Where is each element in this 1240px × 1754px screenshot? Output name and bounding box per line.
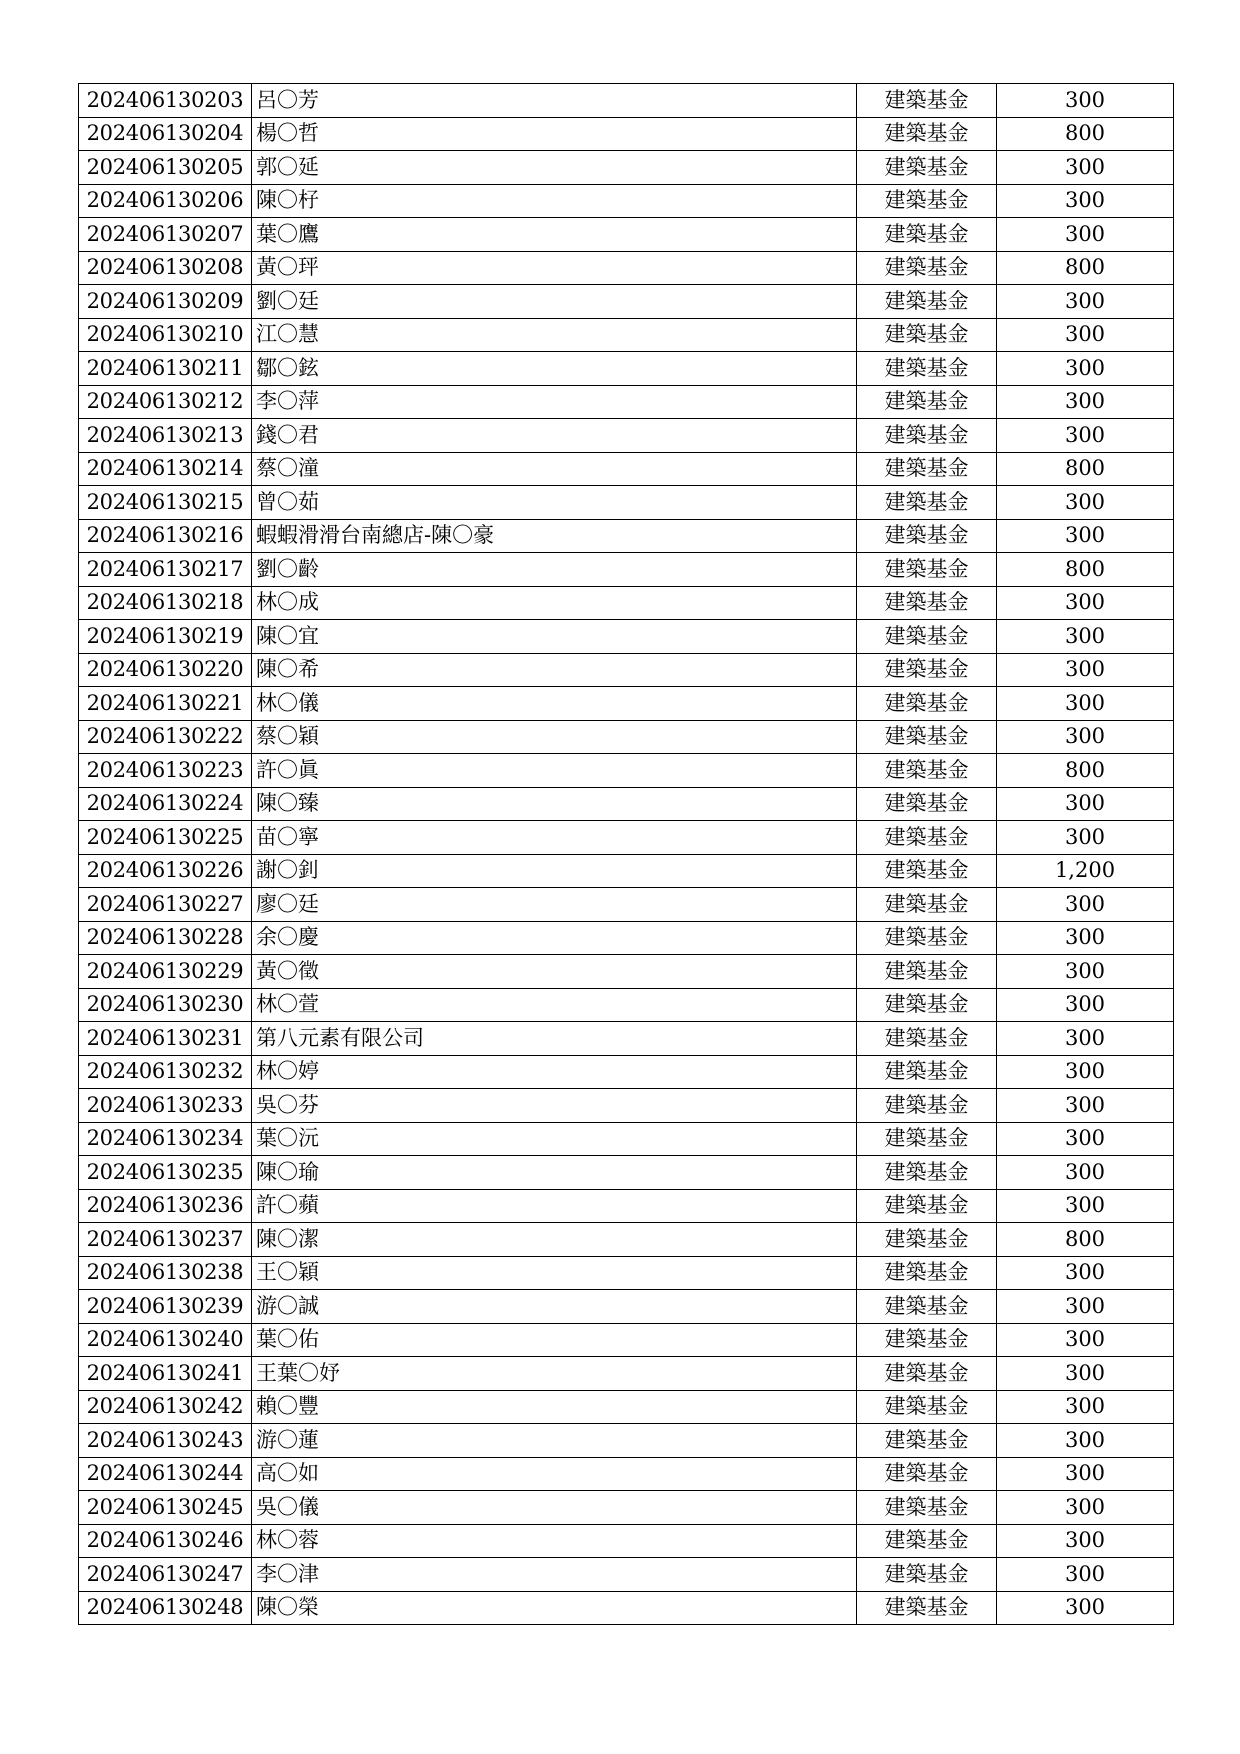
amount-cell: 300: [997, 888, 1174, 922]
amount-cell: 300: [997, 586, 1174, 620]
table-row: [79, 285, 1174, 319]
donor-name-cell: 林〇儀: [252, 687, 857, 721]
table-row: [79, 117, 1174, 151]
amount-cell: 800: [997, 117, 1174, 151]
receipt-number-cell: 202406130240: [79, 1323, 252, 1357]
table-row: [79, 653, 1174, 687]
receipt-number-cell: 202406130236: [79, 1189, 252, 1223]
fund-category-cell: 建築基金: [857, 84, 997, 118]
table-row: [79, 352, 1174, 386]
fund-category-cell: 建築基金: [857, 519, 997, 553]
fund-category-cell: 建築基金: [857, 620, 997, 654]
fund-category-cell: 建築基金: [857, 1457, 997, 1491]
fund-category-cell: 建築基金: [857, 1390, 997, 1424]
amount-cell: 300: [997, 921, 1174, 955]
fund-category-cell: 建築基金: [857, 553, 997, 587]
donor-name-cell: 蝦蝦滑滑台南總店-陳〇豪: [252, 519, 857, 553]
fund-category-cell: 建築基金: [857, 1424, 997, 1458]
fund-category-cell: 建築基金: [857, 1055, 997, 1089]
table-row: [79, 821, 1174, 855]
table-row: [79, 151, 1174, 185]
amount-cell: 300: [997, 352, 1174, 386]
receipt-number-cell: 202406130227: [79, 888, 252, 922]
table-row: [79, 385, 1174, 419]
receipt-number-cell: 202406130206: [79, 184, 252, 218]
donor-name-cell: 陳〇杍: [252, 184, 857, 218]
fund-category-cell: 建築基金: [857, 1223, 997, 1257]
fund-category-cell: 建築基金: [857, 251, 997, 285]
amount-cell: 800: [997, 452, 1174, 486]
fund-category-cell: 建築基金: [857, 285, 997, 319]
receipt-number-cell: 202406130209: [79, 285, 252, 319]
table-row: [79, 955, 1174, 989]
table-row: [79, 419, 1174, 453]
table-row: [79, 1223, 1174, 1257]
fund-category-cell: 建築基金: [857, 1022, 997, 1056]
amount-cell: 300: [997, 1156, 1174, 1190]
receipt-number-cell: 202406130211: [79, 352, 252, 386]
amount-cell: 800: [997, 754, 1174, 788]
receipt-number-cell: 202406130239: [79, 1290, 252, 1324]
donor-name-cell: 葉〇佑: [252, 1323, 857, 1357]
fund-category-cell: 建築基金: [857, 117, 997, 151]
table-row: [79, 1290, 1174, 1324]
receipt-number-cell: 202406130244: [79, 1457, 252, 1491]
donor-name-cell: 王葉〇妤: [252, 1357, 857, 1391]
fund-category-cell: 建築基金: [857, 1491, 997, 1525]
fund-category-cell: 建築基金: [857, 1558, 997, 1592]
amount-cell: 300: [997, 519, 1174, 553]
receipt-number-cell: 202406130213: [79, 419, 252, 453]
fund-category-cell: 建築基金: [857, 687, 997, 721]
receipt-number-cell: 202406130238: [79, 1256, 252, 1290]
donor-name-cell: 劉〇廷: [252, 285, 857, 319]
fund-category-cell: 建築基金: [857, 787, 997, 821]
table-row: [79, 620, 1174, 654]
fund-category-cell: 建築基金: [857, 184, 997, 218]
fund-category-cell: 建築基金: [857, 1591, 997, 1625]
amount-cell: 300: [997, 653, 1174, 687]
donor-name-cell: 錢〇君: [252, 419, 857, 453]
table-row: [79, 318, 1174, 352]
amount-cell: 300: [997, 1290, 1174, 1324]
fund-category-cell: 建築基金: [857, 1524, 997, 1558]
amount-cell: 300: [997, 151, 1174, 185]
donor-name-cell: 鄒〇鉉: [252, 352, 857, 386]
table-row: [79, 1457, 1174, 1491]
receipt-number-cell: 202406130237: [79, 1223, 252, 1257]
donor-name-cell: 黃〇徵: [252, 955, 857, 989]
amount-cell: 300: [997, 1558, 1174, 1592]
donor-name-cell: 劉〇齡: [252, 553, 857, 587]
fund-category-cell: 建築基金: [857, 419, 997, 453]
receipt-number-cell: 202406130208: [79, 251, 252, 285]
receipt-number-cell: 202406130248: [79, 1591, 252, 1625]
donor-name-cell: 游〇誠: [252, 1290, 857, 1324]
donor-name-cell: 吳〇儀: [252, 1491, 857, 1525]
fund-category-cell: 建築基金: [857, 955, 997, 989]
amount-cell: 300: [997, 1524, 1174, 1558]
amount-cell: 300: [997, 1323, 1174, 1357]
fund-category-cell: 建築基金: [857, 921, 997, 955]
table-row: [79, 1189, 1174, 1223]
receipt-number-cell: 202406130217: [79, 553, 252, 587]
fund-category-cell: 建築基金: [857, 452, 997, 486]
fund-category-cell: 建築基金: [857, 1256, 997, 1290]
table-row: [79, 218, 1174, 252]
amount-cell: 300: [997, 419, 1174, 453]
donor-name-cell: 李〇萍: [252, 385, 857, 419]
receipt-number-cell: 202406130203: [79, 84, 252, 118]
table-row: [79, 1524, 1174, 1558]
donation-table-body: [79, 84, 1174, 1625]
table-row: [79, 1055, 1174, 1089]
amount-cell: 300: [997, 821, 1174, 855]
donor-name-cell: 林〇萱: [252, 988, 857, 1022]
amount-cell: 300: [997, 184, 1174, 218]
table-row: [79, 988, 1174, 1022]
table-row: [79, 84, 1174, 118]
receipt-number-cell: 202406130230: [79, 988, 252, 1022]
amount-cell: 300: [997, 486, 1174, 520]
fund-category-cell: 建築基金: [857, 1156, 997, 1190]
amount-cell: 300: [997, 1055, 1174, 1089]
fund-category-cell: 建築基金: [857, 754, 997, 788]
donor-name-cell: 呂〇芳: [252, 84, 857, 118]
amount-cell: 300: [997, 955, 1174, 989]
amount-cell: 800: [997, 251, 1174, 285]
donor-name-cell: 蔡〇潼: [252, 452, 857, 486]
donor-name-cell: 許〇眞: [252, 754, 857, 788]
donor-name-cell: 葉〇沅: [252, 1122, 857, 1156]
donor-name-cell: 游〇蓮: [252, 1424, 857, 1458]
receipt-number-cell: 202406130218: [79, 586, 252, 620]
donor-name-cell: 高〇如: [252, 1457, 857, 1491]
table-row: [79, 754, 1174, 788]
donor-name-cell: 余〇慶: [252, 921, 857, 955]
amount-cell: 300: [997, 1357, 1174, 1391]
fund-category-cell: 建築基金: [857, 888, 997, 922]
table-row: [79, 251, 1174, 285]
fund-category-cell: 建築基金: [857, 218, 997, 252]
donor-name-cell: 林〇蓉: [252, 1524, 857, 1558]
table-row: [79, 486, 1174, 520]
table-row: [79, 519, 1174, 553]
amount-cell: 300: [997, 1457, 1174, 1491]
fund-category-cell: 建築基金: [857, 653, 997, 687]
receipt-number-cell: 202406130241: [79, 1357, 252, 1391]
amount-cell: 300: [997, 1189, 1174, 1223]
donor-name-cell: 楊〇哲: [252, 117, 857, 151]
donor-name-cell: 廖〇廷: [252, 888, 857, 922]
fund-category-cell: 建築基金: [857, 1089, 997, 1123]
donor-name-cell: 林〇婷: [252, 1055, 857, 1089]
fund-category-cell: 建築基金: [857, 854, 997, 888]
receipt-number-cell: 202406130210: [79, 318, 252, 352]
fund-category-cell: 建築基金: [857, 720, 997, 754]
donor-name-cell: 謝〇釗: [252, 854, 857, 888]
receipt-number-cell: 202406130232: [79, 1055, 252, 1089]
receipt-number-cell: 202406130229: [79, 955, 252, 989]
donor-name-cell: 黃〇玶: [252, 251, 857, 285]
amount-cell: 300: [997, 687, 1174, 721]
table-row: [79, 1022, 1174, 1056]
amount-cell: 300: [997, 1591, 1174, 1625]
table-row: [79, 921, 1174, 955]
donor-name-cell: 林〇成: [252, 586, 857, 620]
amount-cell: 300: [997, 1491, 1174, 1525]
donor-name-cell: 陳〇榮: [252, 1591, 857, 1625]
fund-category-cell: 建築基金: [857, 1357, 997, 1391]
table-row: [79, 888, 1174, 922]
amount-cell: 300: [997, 1390, 1174, 1424]
table-row: [79, 184, 1174, 218]
fund-category-cell: 建築基金: [857, 1290, 997, 1324]
donor-name-cell: 葉〇鷹: [252, 218, 857, 252]
receipt-number-cell: 202406130207: [79, 218, 252, 252]
fund-category-cell: 建築基金: [857, 151, 997, 185]
amount-cell: 300: [997, 1256, 1174, 1290]
table-row: [79, 1156, 1174, 1190]
donor-name-cell: 苗〇寧: [252, 821, 857, 855]
amount-cell: 300: [997, 318, 1174, 352]
donor-name-cell: 第八元素有限公司: [252, 1022, 857, 1056]
fund-category-cell: 建築基金: [857, 1122, 997, 1156]
table-row: [79, 1323, 1174, 1357]
table-row: [79, 1591, 1174, 1625]
receipt-number-cell: 202406130212: [79, 385, 252, 419]
table-row: [79, 854, 1174, 888]
donor-name-cell: 陳〇潔: [252, 1223, 857, 1257]
donor-name-cell: 陳〇希: [252, 653, 857, 687]
table-row: [79, 720, 1174, 754]
table-row: [79, 1390, 1174, 1424]
receipt-number-cell: 202406130226: [79, 854, 252, 888]
donation-table: [78, 83, 1174, 1625]
fund-category-cell: 建築基金: [857, 1323, 997, 1357]
table-row: [79, 687, 1174, 721]
donor-name-cell: 李〇津: [252, 1558, 857, 1592]
amount-cell: 300: [997, 385, 1174, 419]
fund-category-cell: 建築基金: [857, 1189, 997, 1223]
fund-category-cell: 建築基金: [857, 821, 997, 855]
receipt-number-cell: 202406130224: [79, 787, 252, 821]
receipt-number-cell: 202406130223: [79, 754, 252, 788]
amount-cell: 300: [997, 1089, 1174, 1123]
amount-cell: 300: [997, 218, 1174, 252]
table-row: [79, 1491, 1174, 1525]
donor-name-cell: 郭〇延: [252, 151, 857, 185]
amount-cell: 300: [997, 988, 1174, 1022]
receipt-number-cell: 202406130222: [79, 720, 252, 754]
receipt-number-cell: 202406130235: [79, 1156, 252, 1190]
amount-cell: 300: [997, 1022, 1174, 1056]
receipt-number-cell: 202406130234: [79, 1122, 252, 1156]
donor-name-cell: 吳〇芬: [252, 1089, 857, 1123]
table-row: [79, 1089, 1174, 1123]
fund-category-cell: 建築基金: [857, 486, 997, 520]
table-row: [79, 1424, 1174, 1458]
receipt-number-cell: 202406130225: [79, 821, 252, 855]
amount-cell: 800: [997, 1223, 1174, 1257]
amount-cell: 1,200: [997, 854, 1174, 888]
amount-cell: 300: [997, 84, 1174, 118]
receipt-number-cell: 202406130215: [79, 486, 252, 520]
donor-name-cell: 陳〇瑜: [252, 1156, 857, 1190]
amount-cell: 300: [997, 720, 1174, 754]
receipt-number-cell: 202406130243: [79, 1424, 252, 1458]
table-row: [79, 1357, 1174, 1391]
donor-name-cell: 王〇穎: [252, 1256, 857, 1290]
fund-category-cell: 建築基金: [857, 385, 997, 419]
receipt-number-cell: 202406130220: [79, 653, 252, 687]
receipt-number-cell: 202406130205: [79, 151, 252, 185]
receipt-number-cell: 202406130245: [79, 1491, 252, 1525]
receipt-number-cell: 202406130242: [79, 1390, 252, 1424]
receipt-number-cell: 202406130228: [79, 921, 252, 955]
table-row: [79, 452, 1174, 486]
receipt-number-cell: 202406130216: [79, 519, 252, 553]
amount-cell: 300: [997, 1424, 1174, 1458]
amount-cell: 300: [997, 787, 1174, 821]
table-row: [79, 553, 1174, 587]
table-row: [79, 1558, 1174, 1592]
amount-cell: 300: [997, 1122, 1174, 1156]
receipt-number-cell: 202406130246: [79, 1524, 252, 1558]
receipt-number-cell: 202406130214: [79, 452, 252, 486]
donor-name-cell: 陳〇宜: [252, 620, 857, 654]
receipt-number-cell: 202406130231: [79, 1022, 252, 1056]
donor-name-cell: 賴〇豐: [252, 1390, 857, 1424]
donor-name-cell: 許〇蘋: [252, 1189, 857, 1223]
amount-cell: 800: [997, 553, 1174, 587]
table-row: [79, 586, 1174, 620]
amount-cell: 300: [997, 620, 1174, 654]
fund-category-cell: 建築基金: [857, 586, 997, 620]
receipt-number-cell: 202406130219: [79, 620, 252, 654]
receipt-number-cell: 202406130204: [79, 117, 252, 151]
table-row: [79, 1122, 1174, 1156]
table-row: [79, 1256, 1174, 1290]
donor-name-cell: 蔡〇穎: [252, 720, 857, 754]
table-row: [79, 787, 1174, 821]
donor-name-cell: 曾〇茹: [252, 486, 857, 520]
receipt-number-cell: 202406130247: [79, 1558, 252, 1592]
fund-category-cell: 建築基金: [857, 318, 997, 352]
donor-name-cell: 陳〇臻: [252, 787, 857, 821]
amount-cell: 300: [997, 285, 1174, 319]
receipt-number-cell: 202406130221: [79, 687, 252, 721]
receipt-number-cell: 202406130233: [79, 1089, 252, 1123]
fund-category-cell: 建築基金: [857, 352, 997, 386]
donor-name-cell: 江〇慧: [252, 318, 857, 352]
fund-category-cell: 建築基金: [857, 988, 997, 1022]
